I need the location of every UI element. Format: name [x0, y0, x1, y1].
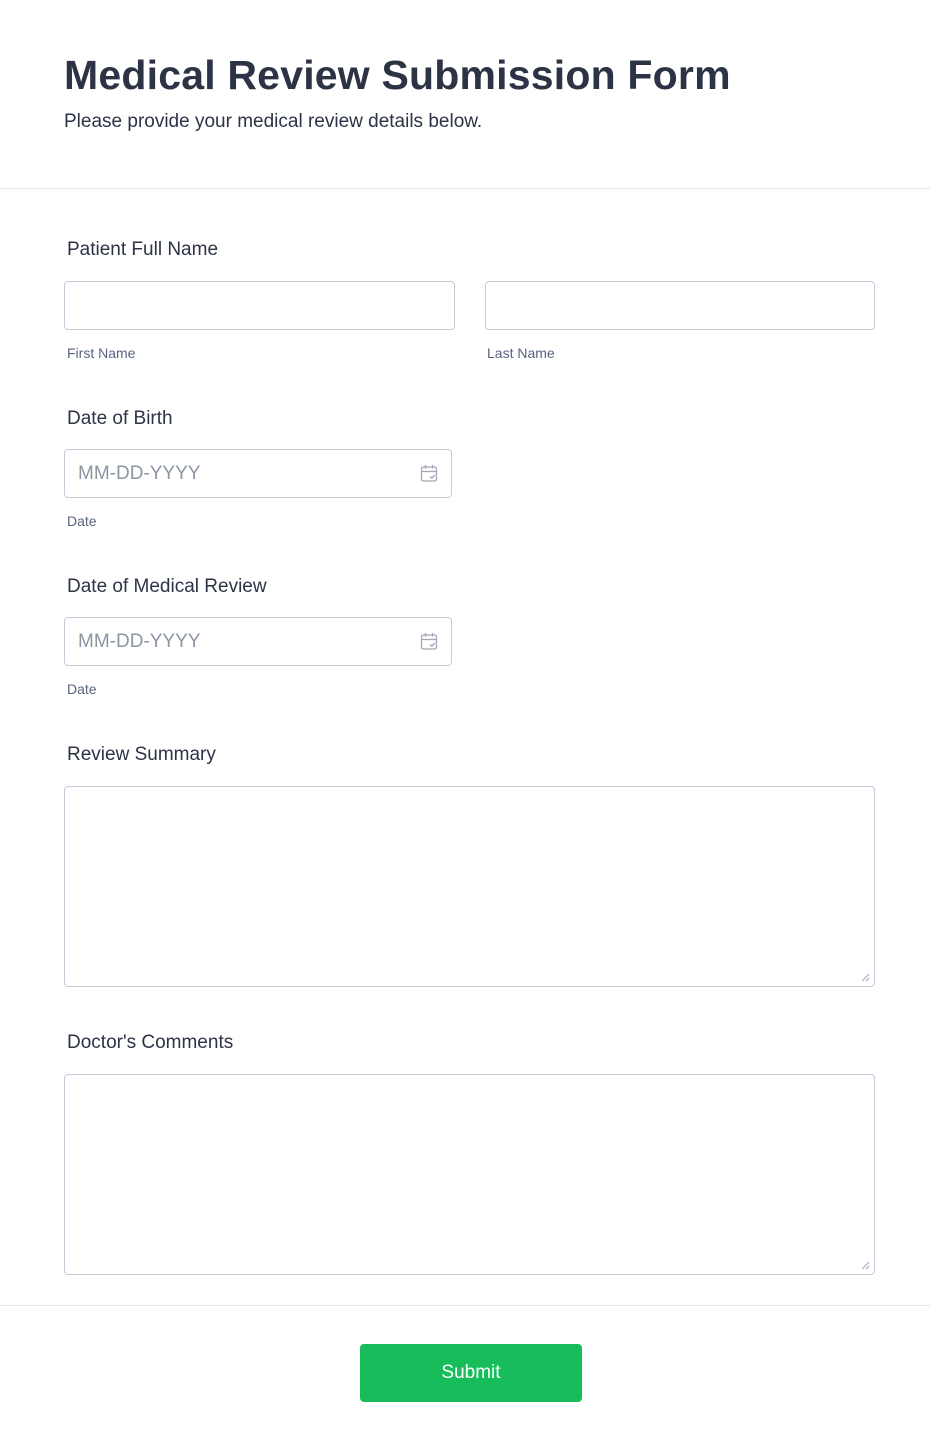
date-of-birth-placeholder: MM-DD-YYYY — [78, 463, 201, 484]
resize-handle-icon[interactable] — [860, 972, 870, 982]
first-name-input[interactable] — [64, 281, 455, 330]
doctor-comments-label: Doctor's Comments — [67, 1032, 234, 1053]
first-name-sublabel: First Name — [67, 345, 136, 361]
calendar-icon[interactable] — [420, 464, 438, 483]
form-footer — [0, 1305, 930, 1452]
form-subtitle: Please provide your medical review details below. — [64, 111, 483, 132]
doctor-comments-textarea[interactable] — [64, 1074, 875, 1275]
form-header — [0, 0, 930, 189]
date-of-review-input[interactable] — [64, 617, 452, 666]
submit-button[interactable]: Submit — [360, 1344, 582, 1402]
date-of-birth-input[interactable] — [64, 449, 452, 498]
date-of-review-placeholder: MM-DD-YYYY — [78, 631, 201, 652]
last-name-input[interactable] — [485, 281, 875, 330]
date-of-birth-label: Date of Birth — [67, 408, 173, 429]
review-summary-textarea[interactable] — [64, 786, 875, 987]
review-summary-label: Review Summary — [67, 744, 216, 765]
calendar-icon[interactable] — [420, 632, 438, 651]
date-of-review-sublabel: Date — [67, 681, 97, 697]
patient-name-label: Patient Full Name — [67, 239, 219, 260]
last-name-sublabel: Last Name — [487, 345, 555, 361]
date-of-review-label: Date of Medical Review — [67, 576, 267, 597]
date-of-birth-sublabel: Date — [67, 513, 97, 529]
resize-handle-icon[interactable] — [860, 1260, 870, 1270]
form-title: Medical Review Submission Form — [64, 52, 731, 98]
